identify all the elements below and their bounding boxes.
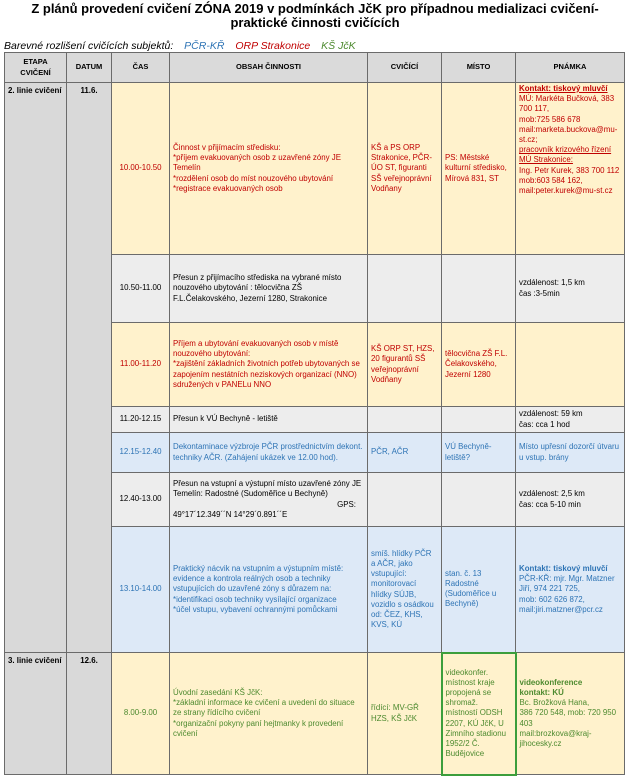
- misto-cell: [442, 407, 516, 433]
- cas-cell: 13.10-14.00: [112, 527, 170, 653]
- poznamka-line: mail:marketa.buckova@mu-st.cz;: [519, 124, 618, 145]
- cvicici-cell: KŠ a PS ORP Strakonice, PČR-ÚO ST, figuranti SŠ veřejnoprávní Vodňany: [368, 83, 442, 255]
- obsah-cell: Dekontaminace výzbroje PČR prostřednictvím dekont. techniky AČR. (Zahájení ukázek ve 12.00 hod).: [170, 433, 368, 473]
- header-obsah: OBSAH ČINNOSTI: [170, 53, 368, 83]
- obsah-cell: [170, 527, 368, 653]
- obsah-line: GPS:: [337, 499, 356, 509]
- legend-pcr: PČR-KŘ: [184, 40, 225, 52]
- obsah-line: *organizační pokyny paní hejtmanky k provedení cvičení: [173, 718, 344, 738]
- poznamka-cell: [516, 473, 625, 527]
- poznamka-line: mail:brozkova@kraj-jihocesky.cz: [519, 728, 592, 748]
- obsah-line: Činnost v přijímacím středisku:: [173, 142, 281, 152]
- poznamka-cell: [516, 527, 625, 653]
- etapa-cell: 3. linie cvičení: [5, 653, 67, 775]
- schedule-table: [4, 52, 625, 776]
- poznamka-cell: [516, 407, 625, 433]
- table-row: [5, 83, 625, 255]
- cas-cell: 12.40-13.00: [112, 473, 170, 527]
- poznamka-line: Kontakt: tiskový mluvčí: [519, 84, 608, 93]
- poznamka-cell: Místo upřesní dozorčí útvaru u vstup. brány: [516, 433, 625, 473]
- obsah-line: *základní informace ke cvičení a uvedení do situace ze strany řídícího cvičení: [173, 698, 355, 718]
- cas-cell: 11.00-11.20: [112, 323, 170, 407]
- misto-cell: tělocvična ZŠ F.L. Čelakovského, Jezerní 1280: [442, 323, 516, 407]
- legend-label: Barevné rozlišení cvičících subjektů:: [4, 40, 174, 52]
- poznamka-line: kontakt: KÚ: [519, 687, 564, 697]
- obsah-cell: Přesun z přijímacího střediska na vybrané místo nouzového ubytování : tělocvična ZŠ F.L.Čelakovského, Jezerní 1280, Strakonice: [170, 255, 368, 323]
- obsah-line: *identifikaci osob techniky vysílající organizace: [173, 594, 337, 604]
- misto-cell: VÚ Bechyně-letiště?: [442, 433, 516, 473]
- header-poznamka: PNÁMKA: [516, 53, 625, 83]
- datum-cell: 12.6.: [67, 653, 112, 775]
- header-cvicici: CVIČÍCÍ: [368, 53, 442, 83]
- poznamka-line: čas: cca 5-10 min: [519, 499, 581, 509]
- cvicici-cell: KŠ ORP ST, HZS, 20 figurantů SŠ veřejnoprávní Vodňany: [368, 323, 442, 407]
- misto-cell: PS: Městské kulturní středisko, Mírová 831, ST: [442, 83, 516, 255]
- obsah-cell: [170, 473, 368, 527]
- header-etapa: ETAPA CVIČENÍ: [5, 53, 67, 83]
- poznamka-line: mob:725 586 678: [519, 114, 581, 124]
- obsah-line: Praktický nácvik na vstupním a výstupním místě: evidence a kontrola reálných osob a techniky vstupujících do uzavřené zóny s důrazem na:: [173, 563, 344, 594]
- poznamka-line: 386 720 548, mob: 720 950 403: [519, 708, 617, 728]
- cvicici-cell: [368, 407, 442, 433]
- poznamka-line: mob:603 584 162,: [519, 175, 583, 185]
- header-misto: MÍSTO: [442, 53, 516, 83]
- poznamka-line: MÚ: Markéta Bučková, 383 700 117,: [519, 94, 615, 114]
- obsah-line: Příjem a ubytování evakuovaných osob v místě nouzového ubytování:: [173, 338, 339, 359]
- obsah-cell: [170, 83, 368, 255]
- obsah-line: *příjem evakuovaných osob z uzavřené zóny JE Temelín: [173, 153, 341, 173]
- cas-cell: 12.15-12.40: [112, 433, 170, 473]
- poznamka-line: mail:jiri.matzner@pcr.cz: [519, 604, 603, 614]
- header-cas: ČAS: [112, 53, 170, 83]
- misto-cell: stan. č. 13 Radostné (Sudoměřice u Bechyně): [442, 527, 516, 653]
- obsah-cell: Přesun k VÚ Bechyně - letiště: [170, 407, 368, 433]
- poznamka-line: Kontakt: tiskový mluvčí: [519, 563, 608, 573]
- poznamka-cell: [516, 83, 625, 255]
- poznamka-line: Bc. Brožková Hana,: [519, 698, 590, 708]
- misto-cell: [442, 473, 516, 527]
- table-header-row: [5, 53, 625, 83]
- poznamka-line: vzdálenost: 59 km: [519, 409, 583, 419]
- obsah-line: *rozdělení osob do míst nouzového ubytování: [173, 173, 334, 183]
- obsah-line: *účel vstupu, vybavení ochrannými pomůckami: [173, 604, 338, 614]
- obsah-line: *zajištění základních životních potřeb ubytovaných se zapojením nestátních neziskových organizací (NNO) sdružených v PANELu NNO: [173, 359, 360, 389]
- poznamka-cell: [516, 653, 625, 775]
- poznamka-line: mail:peter.kurek@mu-st.cz: [519, 186, 613, 196]
- poznamka-line: vzdálenost: 2,5 km: [519, 489, 585, 499]
- misto-cell: [442, 255, 516, 323]
- cvicici-cell: smíš. hlídky PČR a AČR, jako vstupující: monitorovací hlídky SÚJB, vozidlo s osádkou od: ČEZ, KHS, KVS, KÚ: [368, 527, 442, 653]
- legend-orp: ORP Strakonice: [235, 40, 311, 52]
- obsah-cell: [170, 653, 368, 775]
- obsah-line: Přesun na vstupní a výstupní místo uzavřené zóny JE Temelín: Radostné (Sudoměřice u Bechyně): [173, 479, 362, 499]
- cvicici-cell: řídící: MV-GŘ HZS, KŠ JčK: [368, 653, 442, 775]
- cas-cell: 8.00-9.00: [112, 653, 170, 775]
- poznamka-cell: [516, 323, 625, 407]
- cas-cell: 10.50-11.00: [112, 255, 170, 323]
- header-datum: DATUM: [67, 53, 112, 83]
- poznamka-line: Ing. Petr Kurek, 383 700 112: [519, 165, 620, 175]
- poznamka-line: čas :3-5min: [519, 288, 560, 298]
- misto-cell: videokonfer. místnost kraje propojená se shromaž. místností ODSH 2207, KÚ JčK, U Zimního stadionu 1952/2 Č. Budějovice: [442, 653, 516, 775]
- obsah-line: *registrace evakuovaných osob: [173, 183, 283, 193]
- poznamka-line: PČR-KŘ: mjr. Mgr. Matzner Jiří, 974 221 725,: [519, 574, 615, 594]
- obsah-line: Úvodní zasedání KŠ JčK:: [173, 687, 263, 697]
- etapa-cell: 2. linie cvičení: [5, 83, 67, 653]
- cas-cell: 10.00-10.50: [112, 83, 170, 255]
- cvicici-cell: [368, 473, 442, 527]
- datum-cell: 11.6.: [67, 83, 112, 653]
- poznamka-line: čas: cca 1 hod: [519, 419, 570, 429]
- table-row: [5, 653, 625, 775]
- poznamka-line: mob: 602 626 872,: [519, 594, 585, 604]
- poznamka-line: pracovník krizového řízení MÚ Strakonice:: [519, 145, 612, 165]
- obsah-line: 49°17´12.349´´N 14°29´0.891´´E: [173, 509, 288, 519]
- poznamka-line: vzdálenost: 1,5 km: [519, 278, 585, 288]
- poznamka-line: videokonference: [519, 677, 583, 687]
- page-title: Z plánů provedení cvičení ZÓNA 2019 v podmínkách JčK pro případnou medializaci cvičení-praktické činnosti cvičících: [31, 1, 599, 30]
- poznamka-cell: [516, 255, 625, 323]
- legend-ks: KŠ JčK: [321, 40, 356, 52]
- cvicici-cell: PČR, AČR: [368, 433, 442, 473]
- cvicici-cell: [368, 255, 442, 323]
- obsah-cell: [170, 323, 368, 407]
- cas-cell: 11.20-12.15: [112, 407, 170, 433]
